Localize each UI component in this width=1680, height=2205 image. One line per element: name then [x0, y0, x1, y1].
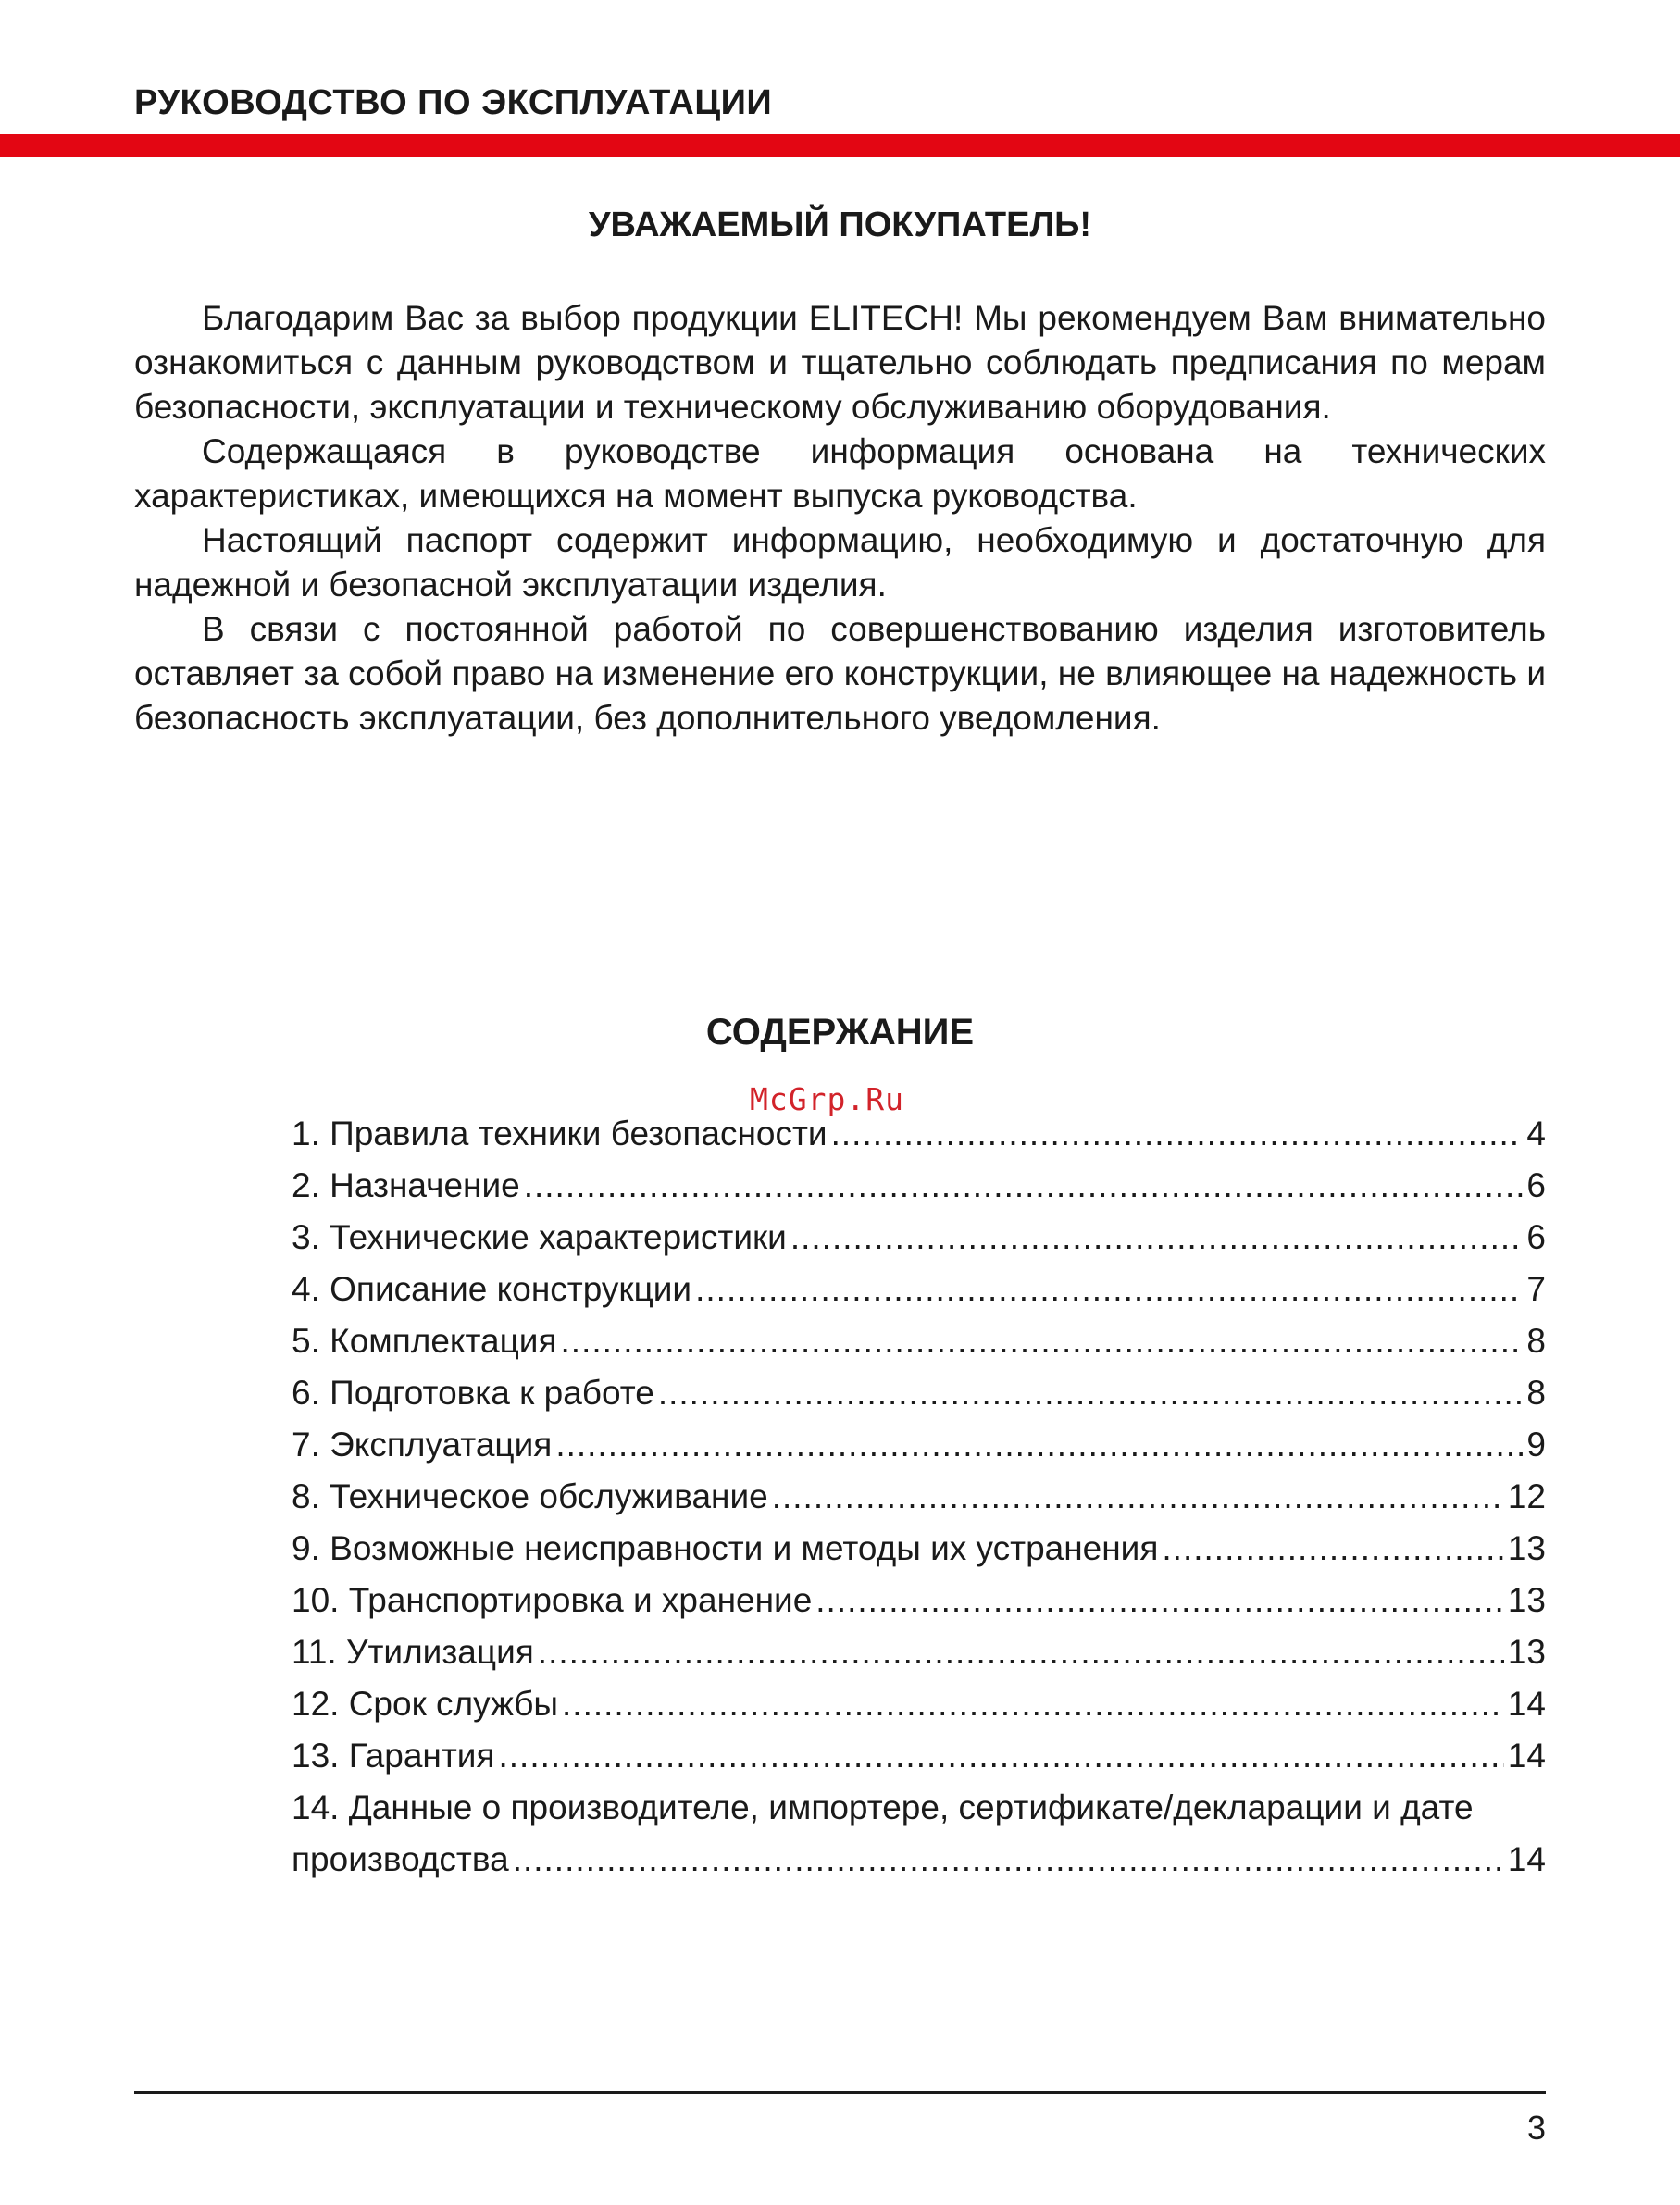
- toc-leader-dots: [524, 1160, 1524, 1212]
- toc-item-label: 7. Эксплуатация: [292, 1426, 553, 1464]
- toc-item-page: 14: [1507, 1737, 1546, 1775]
- toc-leader-dots: [538, 1626, 1504, 1678]
- toc-item[interactable]: [292, 1367, 1546, 1419]
- toc-item-label: 12. Срок службы: [292, 1685, 559, 1723]
- toc-item-page: 8: [1526, 1374, 1546, 1412]
- toc-leader-dots: [513, 1834, 1504, 1886]
- toc-item[interactable]: [292, 1730, 1546, 1782]
- toc-item-label: 10. Транспортировка и хранение: [292, 1581, 813, 1619]
- toc-item-page: 12: [1507, 1477, 1546, 1515]
- toc-item-page: 6: [1526, 1166, 1546, 1204]
- watermark-text: McGrp.Ru: [750, 1081, 904, 1117]
- intro-paragraph: Настоящий паспорт содержит информацию, необходимую и достаточную для надежной и безопасной эксплуатации изделия.: [134, 521, 1546, 604]
- toc-item-label: 8. Техническое обслуживание: [292, 1477, 768, 1515]
- toc-item[interactable]: [292, 1678, 1546, 1730]
- toc-leader-dots: [658, 1367, 1524, 1419]
- toc-item-label-line1: 14. Данные о производителе, импортере, сертификате/декларации и дате: [292, 1788, 1474, 1826]
- toc-item-label: 5. Комплектация: [292, 1322, 557, 1360]
- toc-item-label: 1. Правила техники безопасности: [292, 1115, 828, 1152]
- toc-item-label: 11. Утилизация: [292, 1633, 534, 1671]
- toc-item[interactable]: [292, 1626, 1546, 1678]
- toc-item-label: 13. Гарантия: [292, 1737, 495, 1775]
- toc-item-label-line2: производства: [292, 1840, 509, 1878]
- toc-item-page: 14: [1507, 1685, 1546, 1723]
- toc-leader-dots: [1162, 1523, 1503, 1575]
- toc-item-label: 4. Описание конструкции: [292, 1270, 692, 1308]
- toc-item-page: 8: [1526, 1322, 1546, 1360]
- toc-item-page: 6: [1526, 1218, 1546, 1256]
- intro-paragraph: Содержащаяся в руководстве информация основана на технических характеристиках, имеющихся на момент выпуска руководства.: [134, 432, 1546, 515]
- toc-leader-dots: [772, 1471, 1504, 1523]
- toc-title: СОДЕРЖАНИЕ: [705, 1012, 975, 1053]
- intro-text: [134, 296, 1546, 741]
- toc-item[interactable]: [292, 1160, 1546, 1212]
- toc-item-page: 14: [1507, 1840, 1546, 1878]
- toc-leader-dots: [561, 1315, 1524, 1367]
- toc-leader-dots: [831, 1108, 1524, 1160]
- toc-item[interactable]: [292, 1108, 1546, 1160]
- page-header-title: РУКОВОДСТВО ПО ЭКСПЛУАТАЦИИ: [134, 83, 773, 122]
- toc-item-page: 13: [1507, 1581, 1546, 1619]
- header-red-bar: [0, 134, 1680, 157]
- toc-leader-dots: [499, 1730, 1504, 1782]
- toc-item[interactable]: [292, 1264, 1546, 1315]
- toc-leader-dots: [815, 1575, 1504, 1626]
- toc-leader-dots: [562, 1678, 1504, 1730]
- toc-item[interactable]: [292, 1575, 1546, 1626]
- intro-paragraph: Благодарим Вас за выбор продукции ELITECH! Мы рекомендуем Вам внимательно ознакомиться с данным руководством и тщательно соблюдать предписания по мерам безопасности, эксплуатации и техническому обслуживанию оборудования.: [134, 299, 1546, 426]
- toc-item[interactable]: [292, 1523, 1546, 1575]
- toc-item[interactable]: [292, 1471, 1546, 1523]
- toc-item-multiline[interactable]: [292, 1782, 1546, 1886]
- toc-leader-dots: [695, 1264, 1523, 1315]
- toc-item-label: 2. Назначение: [292, 1166, 520, 1204]
- footer-rule: [134, 2091, 1546, 2094]
- toc-item[interactable]: [292, 1212, 1546, 1264]
- greeting-title: УВАЖАЕМЫЙ ПОКУПАТЕЛЬ!: [588, 206, 1092, 244]
- toc-item-page: 9: [1526, 1426, 1546, 1464]
- intro-paragraph: В связи с постоянной работой по совершенствованию изделия изготовитель оставляет за собой право на изменение его конструкции, не влияющее на надежность и безопасность эксплуатации, без дополнительного уведомления.: [134, 610, 1546, 737]
- toc-item-continuation: [292, 1834, 1546, 1886]
- toc-item[interactable]: [292, 1419, 1546, 1471]
- toc-item-page: 7: [1526, 1270, 1546, 1308]
- toc-item-label: 6. Подготовка к работе: [292, 1374, 654, 1412]
- toc-leader-dots: [790, 1212, 1524, 1264]
- page-number: 3: [1526, 2109, 1546, 2147]
- toc-item-page: 13: [1507, 1633, 1546, 1671]
- toc-item-label: 3. Технические характеристики: [292, 1218, 787, 1256]
- toc-item-page: 4: [1526, 1115, 1546, 1152]
- toc-item-label: 9. Возможные неисправности и методы их устранения: [292, 1529, 1159, 1567]
- toc-leader-dots: [555, 1419, 1523, 1471]
- toc-item-page: 13: [1507, 1529, 1546, 1567]
- table-of-contents: [292, 1108, 1546, 1886]
- toc-item[interactable]: [292, 1315, 1546, 1367]
